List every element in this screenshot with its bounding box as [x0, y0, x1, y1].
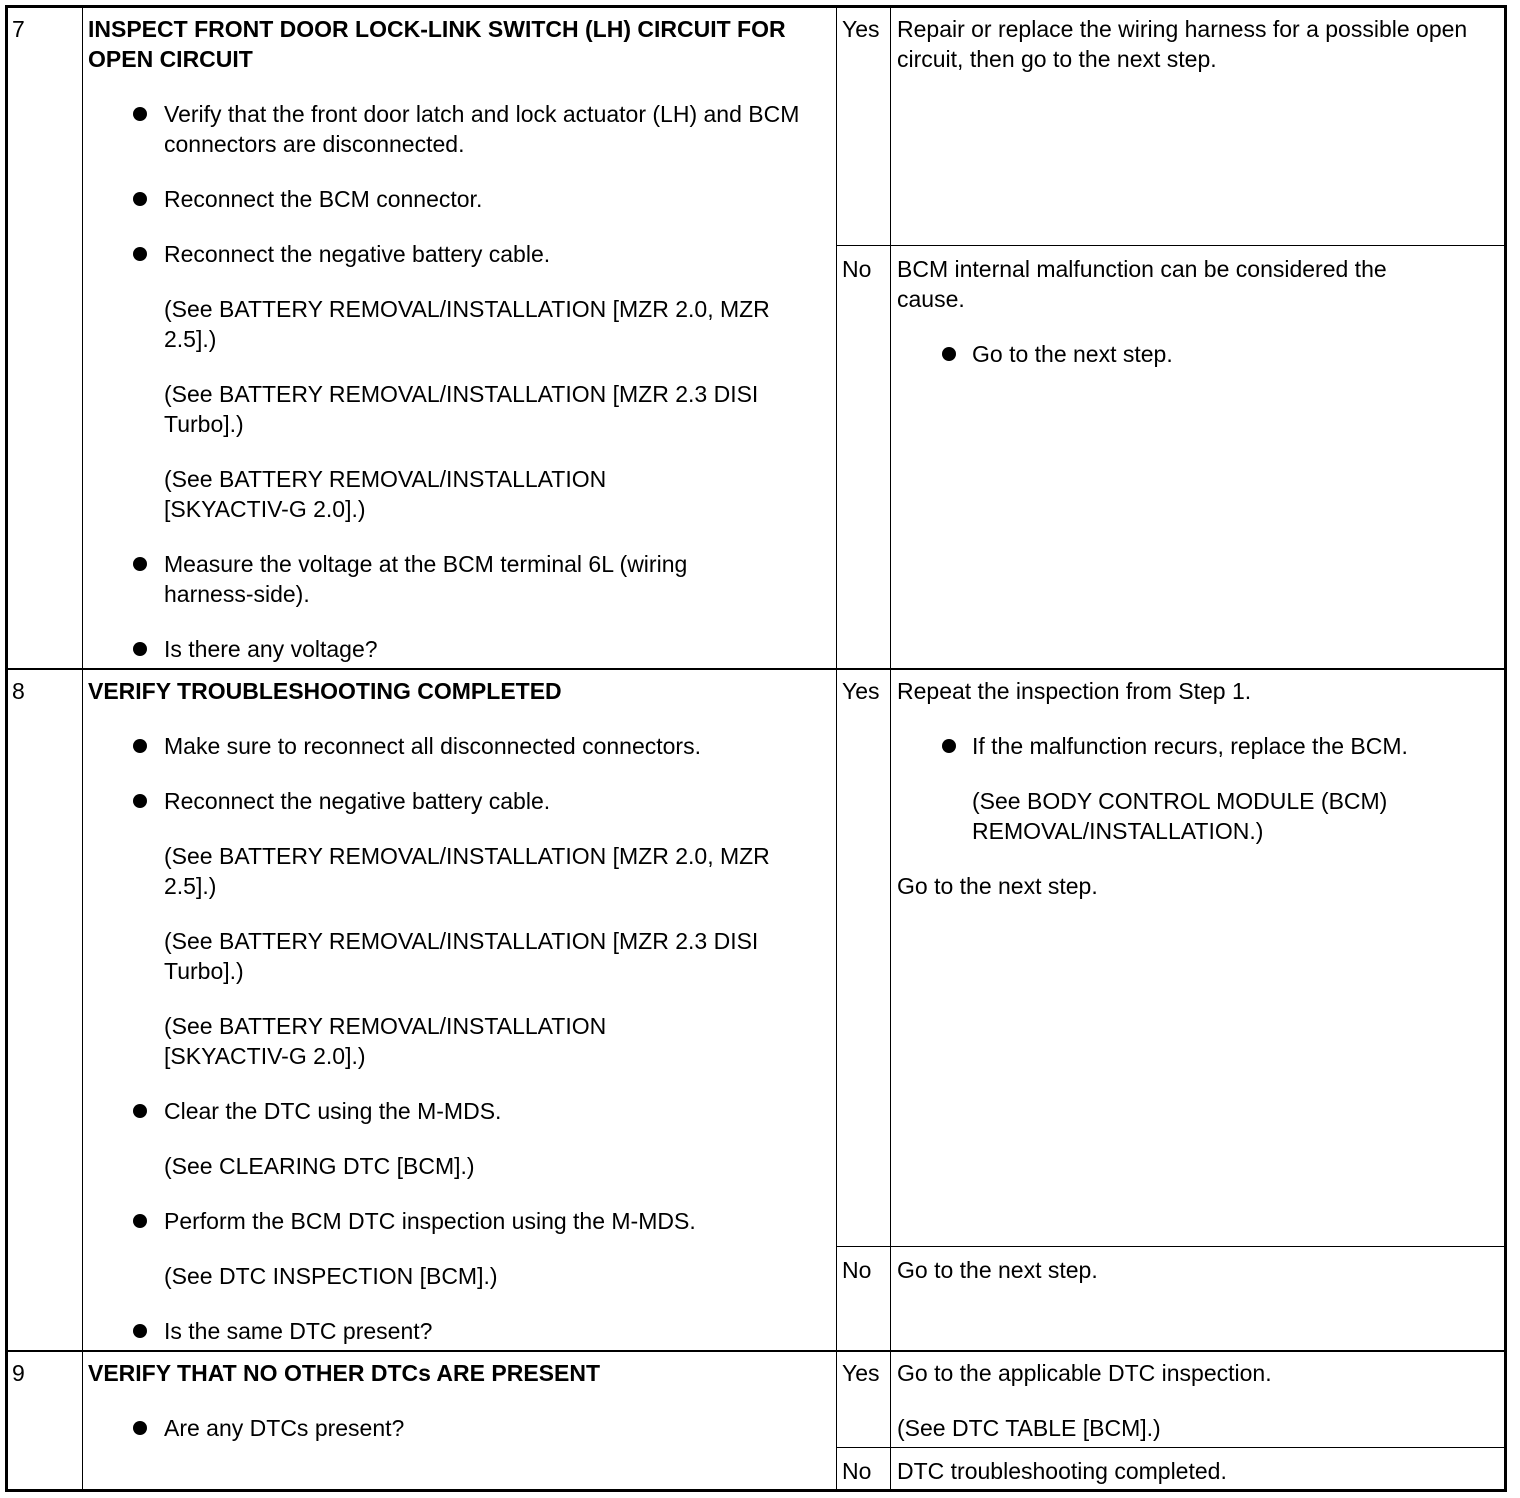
yes-result: Repeat the inspection from Step 1. If the malfunction recurs, replace the BCM. (See BODY CONTROL MODULE (BCM) REMOVAL/INSTALLATION.) Go to the next step.	[897, 676, 1487, 926]
action-item: Reconnect the negative battery cable.	[88, 786, 828, 816]
action-item: Make sure to reconnect all disconnected connectors.	[88, 731, 828, 761]
bullet-icon	[133, 1214, 147, 1228]
step-number: 9	[12, 1360, 25, 1386]
action-item: Reconnect the negative battery cable.	[88, 239, 828, 269]
yes-result: Go to the applicable DTC inspection. (See DTC TABLE [BCM].)	[897, 1358, 1487, 1468]
action-item: Is the same DTC present?	[88, 1316, 828, 1346]
no-result: DTC troubleshooting completed.	[897, 1458, 1227, 1484]
no-result: BCM internal malfunction can be considered the cause. Go to the next step.	[897, 254, 1477, 394]
bullet-icon	[133, 642, 147, 656]
reference-text: (See BATTERY REMOVAL/INSTALLATION [MZR 2.0, MZR 2.5].)	[164, 296, 770, 352]
reference-text: (See BATTERY REMOVAL/INSTALLATION [MZR 2.3 DISI Turbo].)	[164, 381, 759, 437]
bullet-icon	[133, 247, 147, 261]
reference-text: (See CLEARING DTC [BCM].)	[164, 1153, 475, 1179]
result-item: If the malfunction recurs, replace the BCM.	[897, 731, 1487, 761]
reference-text: (See BATTERY REMOVAL/INSTALLATION [SKYACTIV-G 2.0].)	[164, 466, 607, 522]
yes-result: Repair or replace the wiring harness for a possible open circuit, then go to the next step.	[897, 16, 1468, 72]
reference-text: (See DTC TABLE [BCM].)	[897, 1415, 1161, 1441]
bullet-icon	[133, 557, 147, 571]
step-actions	[88, 99, 828, 689]
reference-text: (See BATTERY REMOVAL/INSTALLATION [MZR 2.3 DISI Turbo].)	[164, 928, 759, 984]
reference-text: (See BODY CONTROL MODULE (BCM) REMOVAL/INSTALLATION.)	[972, 788, 1388, 844]
action-item: Perform the BCM DTC inspection using the M-MDS.	[88, 1206, 828, 1236]
col-divider-action	[836, 8, 837, 1489]
bullet-icon	[133, 192, 147, 206]
col-divider-yesno	[890, 8, 891, 1489]
yes-no-divider-8	[836, 1246, 1504, 1247]
action-item: Clear the DTC using the M-MDS.	[88, 1096, 828, 1126]
bullet-icon	[942, 347, 956, 361]
action-item: Reconnect the BCM connector.	[88, 184, 828, 214]
bullet-icon	[133, 1104, 147, 1118]
no-label: No	[842, 1458, 872, 1484]
action-item: Is there any voltage?	[88, 634, 828, 664]
bullet-icon	[942, 739, 956, 753]
action-item: Verify that the front door latch and lock actuator (LH) and BCM connectors are disconnected.	[88, 99, 828, 159]
reference-text: (See BATTERY REMOVAL/INSTALLATION [MZR 2.0, MZR 2.5].)	[164, 843, 770, 899]
no-result: Go to the next step.	[897, 1257, 1098, 1283]
bullet-icon	[133, 1421, 147, 1435]
yes-no-divider-7	[836, 245, 1504, 246]
bullet-icon	[133, 107, 147, 121]
action-item: Measure the voltage at the BCM terminal 6L (wiring harness-side).	[88, 549, 764, 609]
step-actions	[88, 731, 828, 1371]
action-item: Are any DTCs present?	[88, 1413, 828, 1443]
step-actions	[88, 1413, 828, 1468]
yes-label: Yes	[842, 16, 880, 42]
step-title: VERIFY THAT NO OTHER DTCs ARE PRESENT	[88, 1360, 601, 1386]
reference-text: (See DTC INSPECTION [BCM].)	[164, 1263, 498, 1289]
col-divider-step	[82, 8, 83, 1489]
step-title: VERIFY TROUBLESHOOTING COMPLETED	[88, 678, 562, 704]
reference-text: (See BATTERY REMOVAL/INSTALLATION [SKYACTIV-G 2.0].)	[164, 1013, 607, 1069]
step-number: 8	[12, 678, 25, 704]
yes-label: Yes	[842, 678, 880, 704]
no-label: No	[842, 256, 872, 282]
no-label: No	[842, 1257, 872, 1283]
step-title: INSPECT FRONT DOOR LOCK-LINK SWITCH (LH) CIRCUIT FOR OPEN CIRCUIT	[88, 16, 786, 72]
bullet-icon	[133, 739, 147, 753]
result-item: Go to the next step.	[897, 339, 1477, 369]
bullet-icon	[133, 794, 147, 808]
yes-label: Yes	[842, 1360, 880, 1386]
step-number: 7	[12, 16, 25, 42]
bullet-icon	[133, 1324, 147, 1338]
